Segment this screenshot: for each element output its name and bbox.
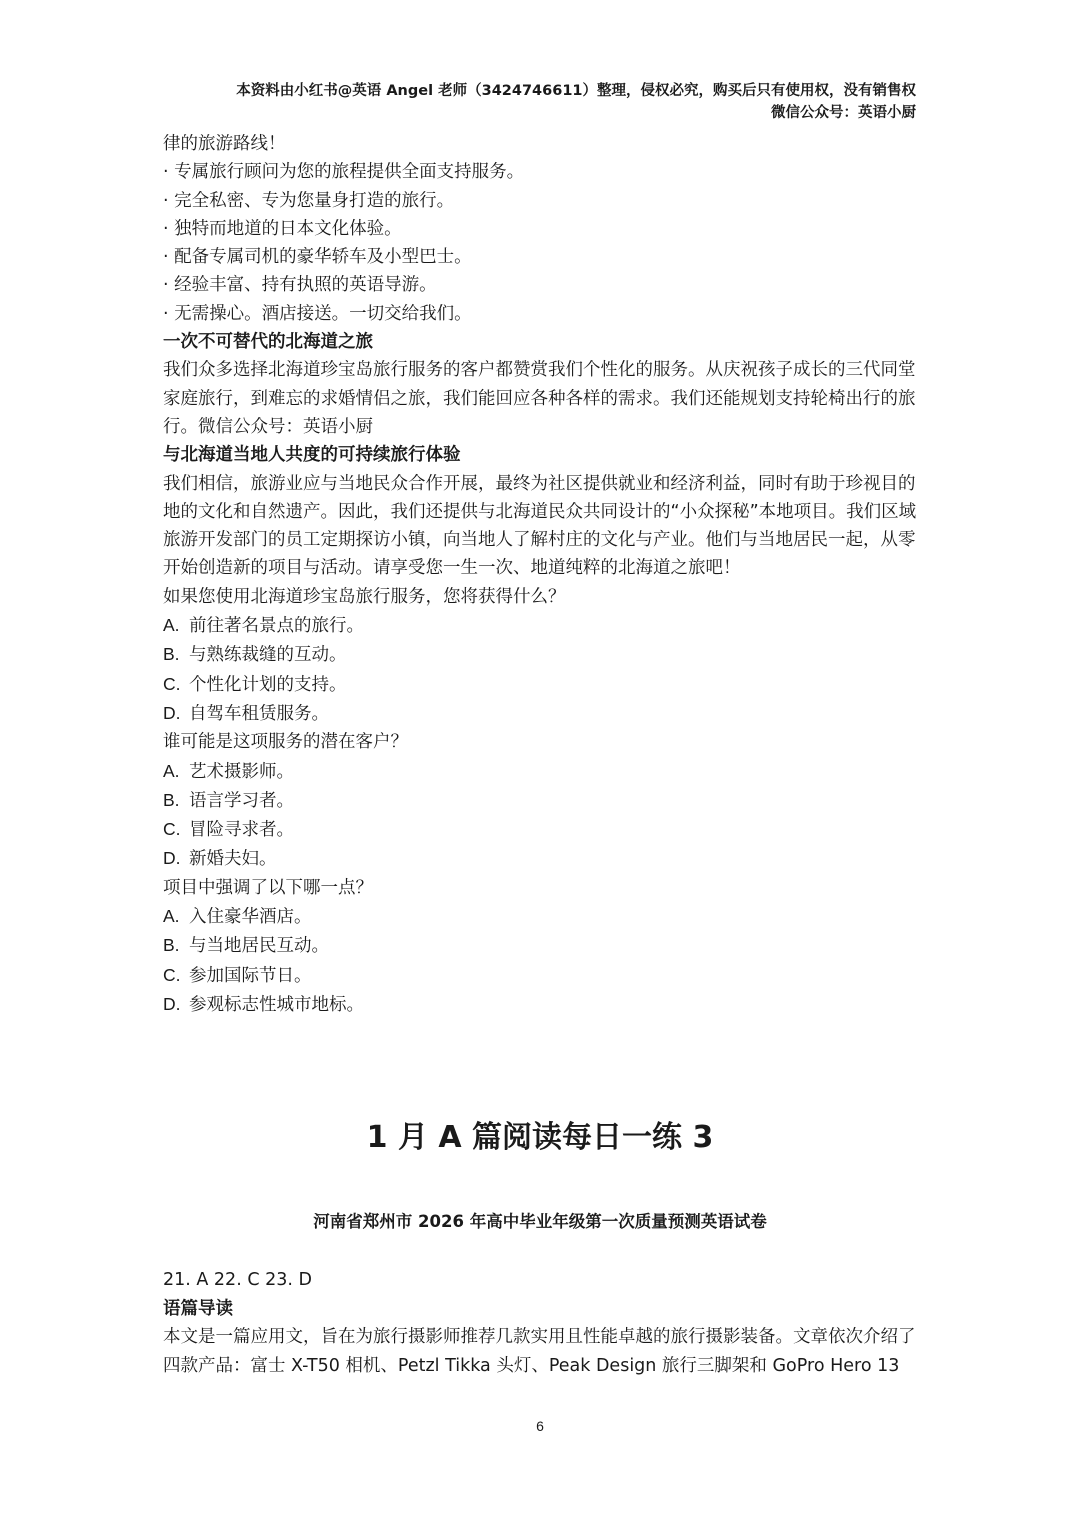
option-letter: B. [163, 644, 180, 665]
option-letter: D. [163, 848, 181, 869]
option-text: 艺术摄影师。 [189, 761, 294, 782]
option-text: 语言学习者。 [189, 790, 294, 811]
option-item [163, 931, 919, 960]
guide-heading: 语篇导读 [163, 1298, 233, 1319]
option-text: 新婚夫妇。 [189, 849, 277, 870]
question-stem: 如果您使用北海道珍宝岛旅行服务，您将获得什么？ [163, 586, 566, 607]
option-letter: B. [163, 935, 180, 956]
bullet-item: · 无需操心。酒店接送。一切交给我们。 [163, 303, 472, 324]
option-letter: D. [163, 702, 181, 723]
option-item [163, 990, 919, 1019]
section-title: 1 月 A 篇阅读每日一练 3 [366, 1120, 714, 1155]
bullet-item: · 独特而地道的日本文化体验。 [163, 218, 402, 239]
passage-body [163, 130, 919, 1019]
header-wechat-line: 微信公众号：英语小厨 [771, 105, 916, 121]
exam-subtitle: 河南省郑州市 2026 年高中毕业年级第一次质量预测英语试卷 [313, 1212, 767, 1231]
option-letter: C. [163, 819, 181, 840]
option-text: 与当地居民互动。 [189, 936, 329, 957]
option-item [163, 815, 919, 844]
answer-key: 21. A 22. C 23. D [163, 1270, 312, 1290]
option-letter: D. [163, 993, 181, 1014]
option-text: 自驾车租赁服务。 [189, 703, 329, 724]
option-text: 前往著名景点的旅行。 [189, 616, 364, 637]
section1-text: 我们众多选择北海道珍宝岛旅行服务的客户都赞赏我们个性化的服务。从庆祝孩子成长的三代同堂家庭旅行，到难忘的求婚情侣之旅，我们能回应各种各样的需求。我们还能规划支持轮椅出行的旅行。微信公众号：英语小厨 [163, 360, 916, 437]
bullet-item: · 经验丰富、持有执照的英语导游。 [163, 275, 437, 296]
option-letter: A. [163, 760, 180, 781]
header-copyright-line: 本资料由小红书@英语 Angel 老师（3424746611）整理，侵权必究，购买后只有使用权，没有销售权 [236, 83, 916, 99]
option-text: 参加国际节日。 [189, 965, 312, 986]
option-item [163, 844, 919, 873]
option-text: 冒险寻求者。 [189, 820, 294, 841]
option-text: 与熟练裁缝的互动。 [189, 645, 347, 666]
question-stem: 谁可能是这项服务的潜在客户？ [163, 732, 408, 753]
option-item [163, 640, 919, 669]
guide-text: 本文是一篇应用文，旨在为旅行摄影师推荐几款实用且性能卓越的旅行摄影装备。文章依次介绍了四款产品：富士 X-T50 相机、Petzl Tikka 头灯、Peak Design 旅行三脚架和 GoPro Hero 13 [163, 1327, 916, 1376]
option-text: 入住豪华酒店。 [189, 907, 312, 928]
option-letter: C. [163, 964, 181, 985]
section2-text: 我们相信，旅游业应与当地民众合作开展，最终为社区提供就业和经济利益，同时有助于珍视目的地的文化和自然遗产。因此，我们还提供与北海道民众共同设计的“小众探秘”本地项目。我们区域旅游开发部门的员工定期探访小镇，向当地人了解村庄的文化与产业。他们与当地居民一起，从零开始创造新的项目与活动。请享受您一生一次、地道纯粹的北海道之旅吧！ [163, 473, 917, 579]
option-item [163, 611, 919, 640]
option-letter: A. [163, 615, 180, 636]
option-letter: C. [163, 673, 181, 694]
bullet-item: · 完全私密、专为您量身打造的旅行。 [163, 190, 455, 211]
option-item [163, 786, 919, 815]
option-item [163, 961, 919, 990]
option-text: 参观标志性城市地标。 [189, 994, 364, 1015]
bullet-item: · 专属旅行顾问为您的旅程提供全面支持服务。 [163, 162, 525, 183]
option-letter: A. [163, 906, 180, 927]
section2-heading: 与北海道当地人共度的可持续旅行体验 [163, 445, 461, 466]
option-item [163, 902, 919, 931]
page-number: 6 [536, 1418, 544, 1434]
option-text: 个性化计划的支持。 [189, 674, 347, 695]
option-item [163, 670, 919, 699]
question-stem: 项目中强调了以下哪一点？ [163, 877, 373, 898]
answer-section [163, 1266, 919, 1380]
bullet-item: · 配备专属司机的豪华轿车及小型巴士。 [163, 247, 472, 268]
option-item [163, 699, 919, 728]
intro-tail: 律的旅游路线！ [163, 134, 286, 154]
option-item [163, 757, 919, 786]
option-letter: B. [163, 789, 180, 810]
section1-heading: 一次不可替代的北海道之旅 [163, 332, 373, 353]
